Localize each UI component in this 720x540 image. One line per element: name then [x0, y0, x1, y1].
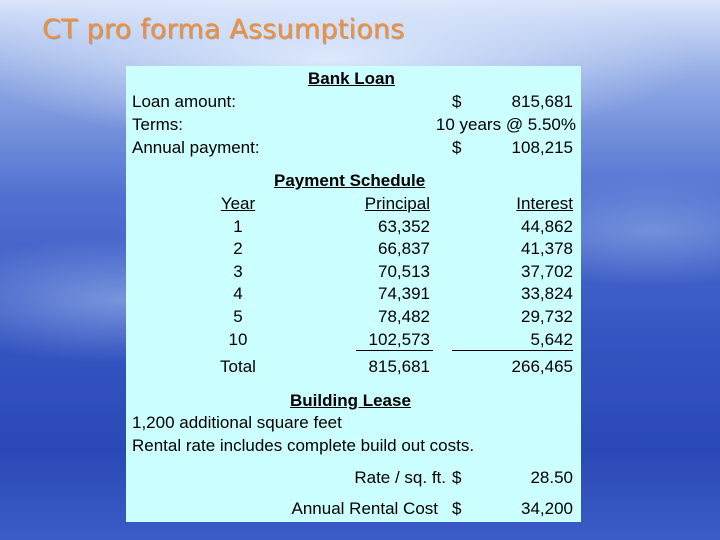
slide-title: CT pro forma Assumptions [42, 14, 405, 45]
annual-payment-label: Annual payment: [132, 138, 260, 157]
schedule-interest: 44,862 [521, 217, 573, 236]
schedule-principal: 63,352 [378, 217, 430, 236]
annual-rental-value: 34,200 [521, 499, 573, 518]
annual-rental-label: Annual Rental Cost [291, 499, 438, 518]
payment-schedule-heading: Payment Schedule [274, 171, 426, 190]
interest-total-rule [452, 350, 573, 351]
schedule-interest: 41,378 [521, 239, 573, 258]
annual-payment-currency: $ [452, 138, 462, 157]
lease-square-feet: 1,200 additional square feet [132, 413, 342, 432]
loan-amount-value: 815,681 [511, 92, 573, 111]
rate-currency: $ [452, 468, 462, 487]
schedule-year: 10 [228, 330, 248, 349]
schedule-total-principal: 815,681 [368, 357, 430, 376]
terms-label: Terms: [132, 115, 183, 134]
schedule-principal: 78,482 [378, 307, 430, 326]
assumptions-table [126, 66, 581, 522]
schedule-principal: 70,513 [378, 262, 430, 281]
schedule-year: 4 [233, 284, 243, 303]
schedule-interest: 5,642 [530, 330, 573, 349]
loan-amount-label: Loan amount: [132, 92, 236, 111]
annual-rental-currency: $ [452, 499, 462, 518]
principal-total-rule [356, 350, 433, 351]
schedule-total-label: Total [220, 357, 256, 376]
terms-value: 10 years @ 5.50% [435, 115, 576, 134]
schedule-year: 5 [233, 307, 243, 326]
schedule-principal: 74,391 [378, 284, 430, 303]
lease-rental-note: Rental rate includes complete build out costs. [132, 436, 475, 455]
schedule-principal: 66,837 [378, 239, 430, 258]
schedule-year: 3 [233, 262, 243, 281]
col-principal-header: Principal [364, 194, 430, 213]
building-lease-heading: Building Lease [290, 391, 411, 410]
schedule-year: 2 [233, 239, 243, 258]
col-year-header: Year [220, 194, 256, 213]
annual-payment-value: 108,215 [511, 138, 573, 157]
loan-amount-currency: $ [452, 92, 462, 111]
col-interest-header: Interest [516, 194, 573, 213]
schedule-year: 1 [233, 217, 243, 236]
schedule-interest: 37,702 [521, 262, 573, 281]
schedule-interest: 29,732 [521, 307, 573, 326]
schedule-interest: 33,824 [521, 284, 573, 303]
rate-value: 28.50 [530, 468, 573, 487]
schedule-principal: 102,573 [368, 330, 430, 349]
rate-label: Rate / sq. ft. [354, 468, 446, 487]
schedule-total-interest: 266,465 [511, 357, 573, 376]
bank-loan-heading: Bank Loan [308, 69, 395, 88]
